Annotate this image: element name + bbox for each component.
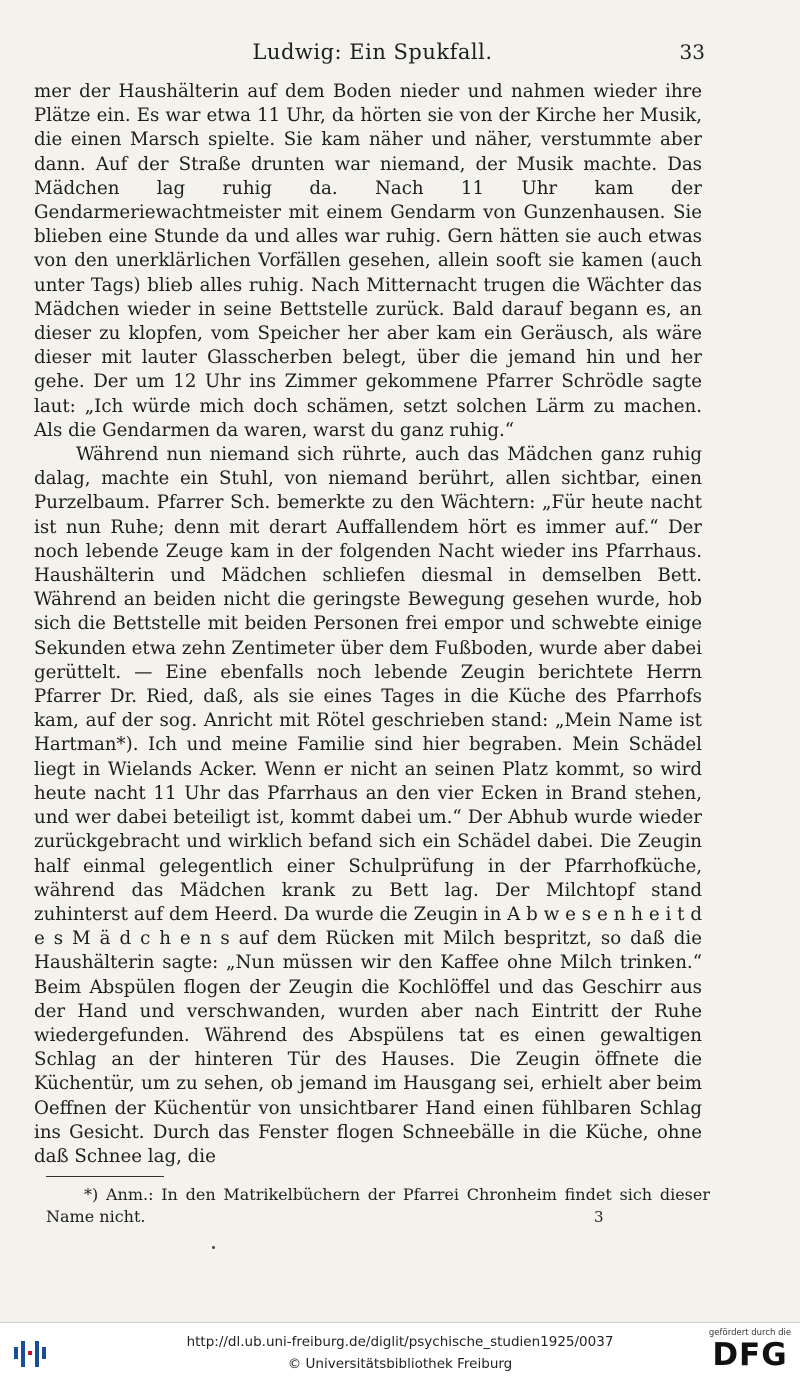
page-number: 33 <box>679 40 705 64</box>
footnote-text: *) Anm.: In den Matrikelbüchern der Pfarrei Chronheim findet sich dieser Name nicht. <box>46 1185 710 1226</box>
ink-speck <box>212 1246 215 1249</box>
paragraph-continued: mer der Haushälterin auf dem Boden nieder und nahmen wieder ihre Plätze ein. Es war etwa 11 Uhr, da hörten sie von der Kirche her Musik, die einen Marsch spielte. Sie kam näher und näher, verstummte aber dann. Auf der Straße drunten war niemand, der Musik machte. Das Mädchen lag ruhig da. Nach 11 Uhr kam der Gendarmeriewachtmeister mit einem Gendarm von Gunzenhausen. Sie blieben eine Stunde da und alles war ruhig. Gern hätten sie auch etwas von den unerklärlichen Vorfällen gesehen, allein sooft sie kamen (auch unter Tags) blieb alles ruhig. Nach Mitternacht trugen die Wächter das Mädchen wieder in seine Bettstelle zurück. Bald darauf begann es, an dieser zu klopfen, vom Speicher her aber kam ein Geräusch, als wäre dieser mit lauter Glasscherben belegt, über die jemand hin und her gehe. Der um 12 Uhr ins Zimmer gekommene Pfarrer Schrödle sagte laut: „Ich würde mich doch schämen, setzt solchen Lärm zu machen. Als die Gendarmen da waren, warst du ganz ruhig.“ <box>34 81 702 441</box>
running-title: Ludwig: Ein Spukfall. <box>252 40 493 64</box>
paragraph: Während nun niemand sich rührte, auch das Mädchen ganz ruhig dalag, machte ein Stuhl, von niemand berührt, allen sichtbar, einen Purzelbaum. Pfarrer Sch. bemerkte zu den Wächtern: „Für heute nacht ist nun Ruhe; denn mit derart Auffallendem hört es immer auf.“ Der noch lebende Zeuge kam in der folgenden Nacht wieder ins Pfarrhaus. Haushälterin und Mädchen schliefen diesmal in demselben Bett. Während an beiden nicht die geringste Bewegung gesehen wurde, hob sich die Bettstelle mit beiden Personen frei empor und schwebte einige Sekunden etwa zehn Zentimeter über dem Fußboden, wurde aber dabei gerüttelt. — Eine ebenfalls noch lebende Zeugin berichtete Herrn Pfarrer Dr. Ried, daß, als sie eines Tages in die Küche des Pfarrhofs kam, auf der sog. Anricht mit Rötel geschrieben stand: „Mein Name ist Hartman*). Ich und meine Familie sind hier begraben. Mein Schädel liegt in Wielands Acker. Wenn er nicht an seinen Platz kommt, so wird heute nacht 11 Uhr das Pfarrhaus an den vier Ecken in Brand stehen, und wer dabei beteiligt ist, kommt dabei um.“ Der Abhub wurde wieder zurückgebracht und wirklich befand sich ein Schädel dabei. Die Zeugin half einmal gelegentlich einer Schulprüfung in der Pfarrhofküche, während das Mädchen krank zu Bett lag. Der Milchtopf stand zuhinterst auf dem Heerd. Da wurde die Zeugin in A b w e s e n h e i t d e s M ä d c h e n s auf dem Rücken mit Milch bespritzt, so daß die Haushälterin sagte: „Nun müssen wir den Kaffee ohne Milch trinken.“ Beim Abspülen flogen der Zeugin die Kochlöffel und das Geschirr aus der Hand und verschwanden, wurden aber nach Eintritt der Ruhe wiedergefunden. Während des Abspülens tat es einen gewaltigen Schlag an der hinteren Tür des Hauses. Die Zeugin öffnete die Küchentür, um zu sehen, ob jemand im Hausgang sei, erhielt aber beim Oeffnen der Küchentür von unsichtbarer Hand einen fühlbaren Schlag ins Gesicht. Durch das Fenster flogen Schneebälle in die Küche, ohne daß Schnee lag, die <box>34 444 702 1167</box>
body-text <box>34 80 702 1169</box>
running-head <box>40 40 705 66</box>
footnote <box>46 1184 710 1228</box>
signature-mark: 3 <box>594 1208 604 1226</box>
dfg-logo: DFG <box>712 1337 788 1373</box>
source-url-link[interactable]: http://dl.ub.uni-freiburg.de/diglit/psychische_studien1925/0037 <box>186 1334 614 1350</box>
footnote-divider <box>46 1176 164 1177</box>
copyright-notice: © Universitätsbibliothek Freiburg <box>287 1356 513 1372</box>
viewer-footer <box>0 1322 800 1382</box>
funder-note: gefördert durch die <box>708 1328 792 1338</box>
funder-badge <box>708 1328 792 1372</box>
